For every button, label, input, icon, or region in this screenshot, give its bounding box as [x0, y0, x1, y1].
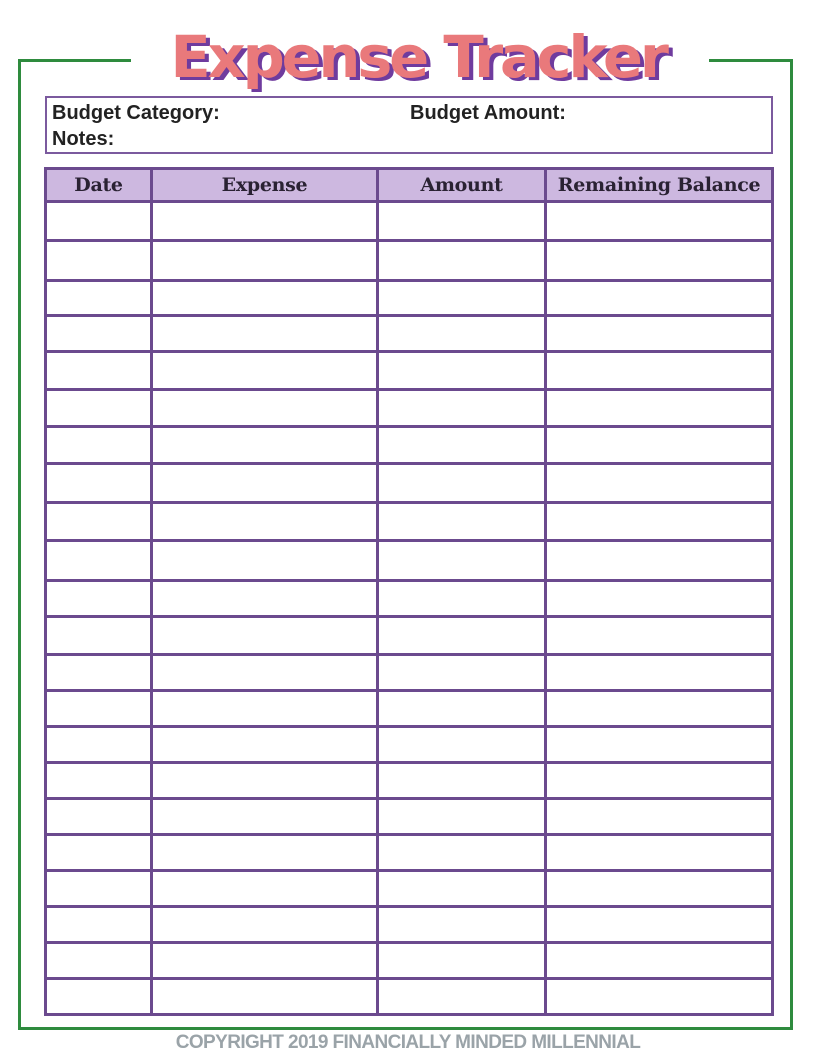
- expense-table: [44, 167, 774, 1016]
- budget-category-label: Budget Category:: [52, 102, 220, 124]
- table-header-row: [46, 169, 773, 202]
- expense-cell[interactable]: [152, 799, 378, 835]
- table-row: [46, 799, 773, 835]
- expense-cell[interactable]: [152, 464, 378, 503]
- budget-info-box: [45, 96, 773, 154]
- remaining-balance-cell[interactable]: [546, 241, 773, 281]
- table-row: [46, 763, 773, 799]
- amount-cell[interactable]: [378, 979, 546, 1015]
- remaining-balance-cell[interactable]: [546, 655, 773, 691]
- table-row: [46, 835, 773, 871]
- date-cell[interactable]: [46, 316, 152, 352]
- table-row: [46, 390, 773, 427]
- table-row: [46, 655, 773, 691]
- remaining-balance-cell[interactable]: [546, 871, 773, 907]
- table-row: [46, 427, 773, 464]
- table-row: [46, 503, 773, 541]
- remaining-balance-cell[interactable]: [546, 390, 773, 427]
- expense-cell[interactable]: [152, 655, 378, 691]
- expense-cell[interactable]: [152, 871, 378, 907]
- remaining-balance-cell[interactable]: [546, 799, 773, 835]
- remaining-balance-cell[interactable]: [546, 581, 773, 617]
- amount-cell[interactable]: [378, 316, 546, 352]
- column-header-date: Date: [46, 169, 152, 202]
- table-row: [46, 281, 773, 316]
- table-row: [46, 464, 773, 503]
- amount-cell[interactable]: [378, 907, 546, 943]
- expense-cell[interactable]: [152, 352, 378, 390]
- date-cell[interactable]: [46, 979, 152, 1015]
- table-row: [46, 907, 773, 943]
- table-row: [46, 691, 773, 727]
- date-cell[interactable]: [46, 907, 152, 943]
- table-body: [46, 202, 773, 1015]
- date-cell[interactable]: [46, 503, 152, 541]
- date-cell[interactable]: [46, 581, 152, 617]
- amount-cell[interactable]: [378, 390, 546, 427]
- amount-cell[interactable]: [378, 727, 546, 763]
- table-row: [46, 727, 773, 763]
- remaining-balance-cell[interactable]: [546, 691, 773, 727]
- date-cell[interactable]: [46, 464, 152, 503]
- expense-cell[interactable]: [152, 241, 378, 281]
- date-cell[interactable]: [46, 763, 152, 799]
- table-row: [46, 617, 773, 655]
- expense-cell[interactable]: [152, 617, 378, 655]
- expense-cell[interactable]: [152, 581, 378, 617]
- amount-cell[interactable]: [378, 352, 546, 390]
- date-cell[interactable]: [46, 390, 152, 427]
- expense-cell[interactable]: [152, 541, 378, 581]
- expense-cell[interactable]: [152, 763, 378, 799]
- remaining-balance-cell[interactable]: [546, 503, 773, 541]
- remaining-balance-cell[interactable]: [546, 835, 773, 871]
- table-row: [46, 979, 773, 1015]
- remaining-balance-cell[interactable]: [546, 979, 773, 1015]
- remaining-balance-cell[interactable]: [546, 541, 773, 581]
- table-row: [46, 943, 773, 979]
- notes-label: Notes:: [52, 128, 115, 150]
- table-row: [46, 202, 773, 241]
- remaining-balance-cell[interactable]: [546, 316, 773, 352]
- amount-cell[interactable]: [378, 655, 546, 691]
- expense-cell[interactable]: [152, 907, 378, 943]
- expense-cell[interactable]: [152, 835, 378, 871]
- table-row: [46, 352, 773, 390]
- remaining-balance-cell[interactable]: [546, 943, 773, 979]
- expense-cell[interactable]: [152, 316, 378, 352]
- copyright-footer: COPYRIGHT 2019 FINANCIALLY MINDED MILLENNIAL: [175, 1032, 641, 1053]
- budget-amount-label: Budget Amount:: [410, 102, 566, 124]
- amount-cell[interactable]: [378, 541, 546, 581]
- expense-cell[interactable]: [152, 727, 378, 763]
- remaining-balance-cell[interactable]: [546, 281, 773, 316]
- remaining-balance-cell[interactable]: [546, 427, 773, 464]
- date-cell[interactable]: [46, 617, 152, 655]
- amount-cell[interactable]: [378, 799, 546, 835]
- expense-table-wrap: [44, 167, 771, 1016]
- remaining-balance-cell[interactable]: [546, 727, 773, 763]
- expense-cell[interactable]: [152, 427, 378, 464]
- remaining-balance-cell[interactable]: [546, 617, 773, 655]
- page-title: Expense Tracker: [170, 23, 666, 91]
- table-row: [46, 581, 773, 617]
- date-cell[interactable]: [46, 541, 152, 581]
- amount-cell[interactable]: [378, 617, 546, 655]
- date-cell[interactable]: [46, 241, 152, 281]
- amount-cell[interactable]: [378, 241, 546, 281]
- expense-cell[interactable]: [152, 943, 378, 979]
- amount-cell[interactable]: [378, 581, 546, 617]
- remaining-balance-cell[interactable]: [546, 907, 773, 943]
- amount-cell[interactable]: [378, 202, 546, 241]
- date-cell[interactable]: [46, 943, 152, 979]
- expense-cell[interactable]: [152, 503, 378, 541]
- amount-cell[interactable]: [378, 835, 546, 871]
- column-header-expense: Expense: [152, 169, 378, 202]
- amount-cell[interactable]: [378, 503, 546, 541]
- amount-cell[interactable]: [378, 427, 546, 464]
- expense-cell[interactable]: [152, 202, 378, 241]
- date-cell[interactable]: [46, 799, 152, 835]
- amount-cell[interactable]: [378, 763, 546, 799]
- expense-cell[interactable]: [152, 691, 378, 727]
- remaining-balance-cell[interactable]: [546, 464, 773, 503]
- date-cell[interactable]: [46, 835, 152, 871]
- date-cell[interactable]: [46, 691, 152, 727]
- date-cell[interactable]: [46, 427, 152, 464]
- expense-cell[interactable]: [152, 979, 378, 1015]
- date-cell[interactable]: [46, 281, 152, 316]
- remaining-balance-cell[interactable]: [546, 352, 773, 390]
- column-header-remaining-balance: Remaining Balance: [546, 169, 773, 202]
- table-row: [46, 316, 773, 352]
- remaining-balance-cell[interactable]: [546, 763, 773, 799]
- table-row: [46, 871, 773, 907]
- amount-cell[interactable]: [378, 464, 546, 503]
- date-cell[interactable]: [46, 727, 152, 763]
- table-row: [46, 241, 773, 281]
- date-cell[interactable]: [46, 655, 152, 691]
- table-row: [46, 541, 773, 581]
- expense-cell[interactable]: [152, 281, 378, 316]
- amount-cell[interactable]: [378, 691, 546, 727]
- amount-cell[interactable]: [378, 871, 546, 907]
- date-cell[interactable]: [46, 352, 152, 390]
- expense-cell[interactable]: [152, 390, 378, 427]
- date-cell[interactable]: [46, 202, 152, 241]
- column-header-amount: Amount: [378, 169, 546, 202]
- amount-cell[interactable]: [378, 943, 546, 979]
- remaining-balance-cell[interactable]: [546, 202, 773, 241]
- date-cell[interactable]: [46, 871, 152, 907]
- amount-cell[interactable]: [378, 281, 546, 316]
